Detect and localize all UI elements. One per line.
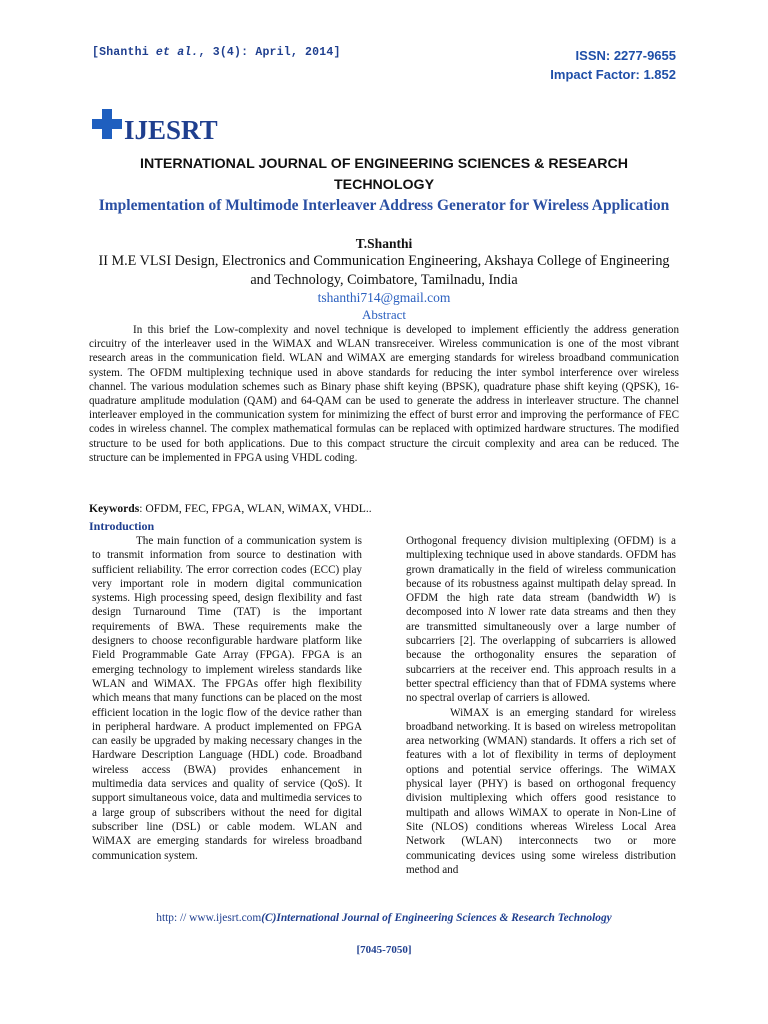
footer-url[interactable]: http: // www.ijesrt.com [156,912,262,924]
impact-factor: Impact Factor: 1.852 [550,67,676,82]
citation-prefix: [Shanthi [92,46,156,59]
footer [96,911,672,925]
abstract-text: In this brief the Low-complexity and novel technique is developed to implement efficiently the address generation circuitry of the interleaver used in the WiMAX and WLAN transreceiver. Wireless communication is one of the most vibrant research areas in the communication field. WLAN and WiMAX are emerging standards for wireless broadband communication system. The OFDM multiplexing technique used in above standards for reducing the inter symbol interference over wireless channel. The various modulation schemes such as Binary phase shift keying (BPSK), quadrature phase shift keying (QPSK), 16-quadrature amplitude modulation (QAM) and 64-QAM can be used to generate the address in interleaver structure. The channel interleaver employed in the communication system for minimizing the effect of burst error and improving the performance of FEC codes in wireless channel. The complex mathematical formulas can be replaced with optimized hardware structures. The modified structure to be used for both applications. Due to this compact structure the circuit complexity and area can be reduced. The structure can be implemented in FPGA using VHDL coding. [89,324,679,464]
paper-title: Implementation of Multimode Interleaver Address Generator for Wireless Application [98,197,670,214]
ofdm-paragraph [406,534,676,706]
author-name: T.Shanthi [355,236,413,251]
page-range: [7045-7050] [356,944,412,956]
citation-header [92,46,341,59]
citation-etal: et al. [155,46,199,59]
journal-metadata [550,46,676,84]
ofdm-text-a: Orthogonal frequency division multiplexing (OFDM) is a multiplexing technique used in above standards. OFDM has grown dramatically in the field of wireless communication because of its robustness against multipath delay spread. In OFDM the high rate data stream (bandwidth [406,535,676,605]
footer-copyright: (C)International Journal of Engineering Sciences & Research Technology [261,912,612,924]
journal-logo [92,107,352,147]
citation-suffix: , 3(4): April, 2014] [198,46,341,59]
keywords-value: : OFDM, FEC, FPGA, WLAN, WiMAX, VHDL.. [139,502,372,515]
ofdm-n-symbol: N [488,606,496,619]
journal-name: INTERNATIONAL JOURNAL OF ENGINEERING SCIENCES & RESEARCH TECHNOLOGY [140,156,628,193]
abstract-heading: Abstract [361,307,407,322]
wimax-paragraph: WiMAX is an emerging standard for wireless broadband networking. It is based on wireless metropolitan area networking (WMAN) standards. It offers a rich set of features with a lot of flexibility in terms of deployment options and potential service offerings. The WiMAX physical layer (PHY) is based on orthogonal frequency division multiplexing which offers good resistance to multipath and allows WiMAX to operate in Non-Line of Site (NLOS) conditions whereas Wireless Local Area Network (WLAN) interconnects two or more communicating devices using some wireless distribution method and [406,706,676,876]
ofdm-bandwidth-symbol: W [647,592,657,605]
author-affiliation: II M.E VLSI Design, Electronics and Communication Engineering, Akshaya College of Engineering and Technology, Coimbatore, Tamilnadu, India [98,253,670,288]
intro-paragraph-1: The main function of a communication system is to transmit information from source to destination with sufficient reliability. The error correction codes (ECC) play very important role in modern digital communication systems. High processing speed, design flexibility and fast design Turnaround Time (TAT) is the important requirements of BWA. These requirements make the designers to choose reconfigurable hardware platform like Field Programmable Gate Array (FPGA). FPGA is an emerging technology to implement wireless standards like WLAN and WiMAX. The FPGAs offer high flexibility which means that many functions can be placed on the most efficient location in the logic flow of the device rather than in peripheral hardware. A product implemented on FPGA can easily be upgraded by making necessary changes in the Hardware Description Language (HDL) code. Broadband wireless access (BWA) provides enhancement in multimedia data services and quality of service (QoS). It support simultaneous voice, data and multimedia services to a large group of subscribers without the need for digital subscriber line (DSL) or cable modem. WLAN and WiMAX are emerging standards for wireless broadband communication system. [92,535,362,862]
author-email: tshanthi714@gmail.com [317,290,451,305]
issn: ISSN: 2277-9655 [575,48,676,63]
ofdm-text-c: lower rate data streams and then they are transmitted simultaneously over a large number of subcarriers [2]. The overlapping of subcarriers is allowed because the orthogonality ensures the separation of subcarriers at the receiver end. This approach results in a better spectral efficiency than that of FDMA systems where no spectral overlap of carriers is allowed. [406,606,677,705]
cross-icon [92,109,122,139]
right-column [406,534,676,877]
left-column [92,534,362,863]
keywords-label: Keywords [89,502,140,515]
introduction-heading: Introduction [89,519,155,533]
logo-text: IJESRT [124,115,218,145]
keywords [89,502,679,516]
ofdm-text-b: ) is decomposed into [406,592,676,619]
